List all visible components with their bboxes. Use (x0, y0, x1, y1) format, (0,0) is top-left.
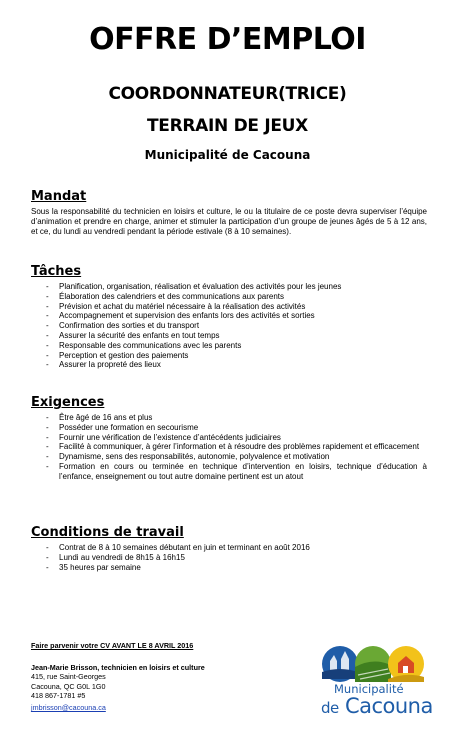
list-item-text: Posséder une formation en secourisme (59, 422, 199, 432)
section-title-conditions: Conditions de travail (31, 525, 184, 540)
list-marker: - (46, 413, 49, 422)
list-marker: - (46, 452, 49, 462)
list-item-text: Dynamisme, sens des responsabilités, autonomie, polyvalence et motivation (59, 452, 330, 462)
section-title-mandat: Mandat (31, 189, 87, 204)
list-item-text: Perception et gestion des paiements (59, 350, 189, 360)
section-title-exigences: Exigences (31, 395, 105, 410)
contact-email-row (31, 703, 281, 712)
application-deadline: Faire parvenir votre CV AVANT LE 8 AVRIL 2016 (31, 641, 194, 650)
list-marker: - (46, 282, 49, 291)
list-item-text: Formation en cours ou terminée en technique d’intervention en loisirs, technique d’éducation à l’enfance, enseignement ou tout autre domaine pertinent est un atout (59, 461, 427, 481)
list-item-text: Assurer la propreté des lieux (59, 360, 161, 370)
logo-wordmark-line2 (321, 694, 451, 720)
list-item (31, 360, 427, 370)
contact-phone: 418 867-1781 #5 (31, 690, 86, 700)
position-title-line2: TERRAIN DE JEUX (146, 116, 308, 136)
list-item-text: Fournir une vérification de l’existence d’antécédents judiciaires (59, 432, 281, 442)
conditions-list (31, 543, 427, 572)
list-marker: - (46, 350, 49, 360)
list-marker: - (46, 422, 49, 432)
list-marker: - (46, 461, 49, 471)
list-marker: - (46, 442, 49, 452)
list-item (31, 462, 427, 482)
mandat-text: Sous la responsabilité du technicien en loisirs et culture, le ou la titulaire de ce poste devra superviser l’équipe d’animation et prendre en charge, animer et stimuler la participation d’un groupe de jeunes âgés de 5 à 12 ans, et ce, du lundi au vendredi pendant la période estivale (8 à 10 semaines). (31, 207, 427, 236)
list-marker: - (46, 301, 49, 311)
list-item (31, 563, 427, 573)
list-item-text: 35 heures par semaine (59, 562, 141, 572)
list-item (31, 302, 427, 312)
list-item-text: Responsable des communications avec les parents (59, 340, 242, 350)
list-item (31, 311, 427, 321)
list-item-text: Lundi au vendredi de 8h15 à 16h15 (59, 552, 185, 562)
list-item-text: Être âgé de 16 ans et plus (59, 413, 153, 422)
list-item (31, 452, 427, 462)
contact-address-line1: 415, rue Saint-Georges (31, 672, 106, 682)
list-marker: - (46, 432, 49, 442)
section-title-taches: Tâches (31, 264, 82, 279)
list-marker: - (46, 552, 49, 562)
list-marker: - (46, 321, 49, 331)
list-item (31, 351, 427, 361)
list-item (31, 543, 427, 553)
logo-wordmark-line1: Municipalité (334, 682, 404, 696)
employer-name: Municipalité de Cacouna (144, 148, 311, 162)
list-item (31, 341, 427, 351)
list-item-text: Facilité à communiquer, à gérer l’information et à résoudre des problèmes rapidement et efficacement (59, 442, 420, 452)
list-item-text: Planification, organisation, réalisation et évaluation des activités pour les jeunes (59, 282, 342, 291)
list-item (31, 442, 427, 452)
list-marker: - (46, 311, 49, 321)
list-item (31, 553, 427, 563)
list-marker: - (46, 360, 49, 370)
list-item (31, 413, 427, 423)
list-marker: - (46, 291, 49, 301)
list-item-text: Prévision et achat du matériel nécessaire à la réalisation des activités (59, 301, 306, 311)
list-marker: - (46, 340, 49, 350)
contact-email-link[interactable]: jmbrisson@cacouna.ca (31, 703, 106, 713)
list-item-text: Contrat de 8 à 10 semaines débutant en juin et terminant en août 2016 (59, 543, 310, 552)
contact-block (31, 641, 281, 712)
list-item-text: Confirmation des sorties et du transport (59, 321, 200, 331)
list-item (31, 423, 427, 433)
logo-wordmark-main: Cacouna (344, 694, 433, 718)
list-item (31, 282, 427, 292)
taches-list (31, 282, 427, 370)
list-item-text: Assurer la sécurité des enfants en tout temps (59, 330, 220, 340)
list-item (31, 331, 427, 341)
list-item-text: Accompagnement et supervision des enfants lors des activités et sorties (59, 311, 315, 321)
exigences-list (31, 413, 427, 482)
list-marker: - (46, 543, 49, 552)
page-title: OFFRE D’EMPLOI (89, 22, 366, 57)
contact-address-line2: Cacouna, QC G0L 1G0 (31, 681, 106, 691)
list-item (31, 433, 427, 443)
list-marker: - (46, 330, 49, 340)
list-item (31, 321, 427, 331)
list-marker: - (46, 562, 49, 572)
list-item-text: Élaboration des calendriers et des communications aux parents (59, 291, 285, 301)
logo-wordmark-prefix: de (321, 699, 339, 717)
position-title-line1: COORDONNATEUR(TRICE) (108, 84, 347, 104)
list-item (31, 292, 427, 302)
contact-name: Jean-Marie Brisson, technicien en loisirs et culture (31, 663, 205, 673)
